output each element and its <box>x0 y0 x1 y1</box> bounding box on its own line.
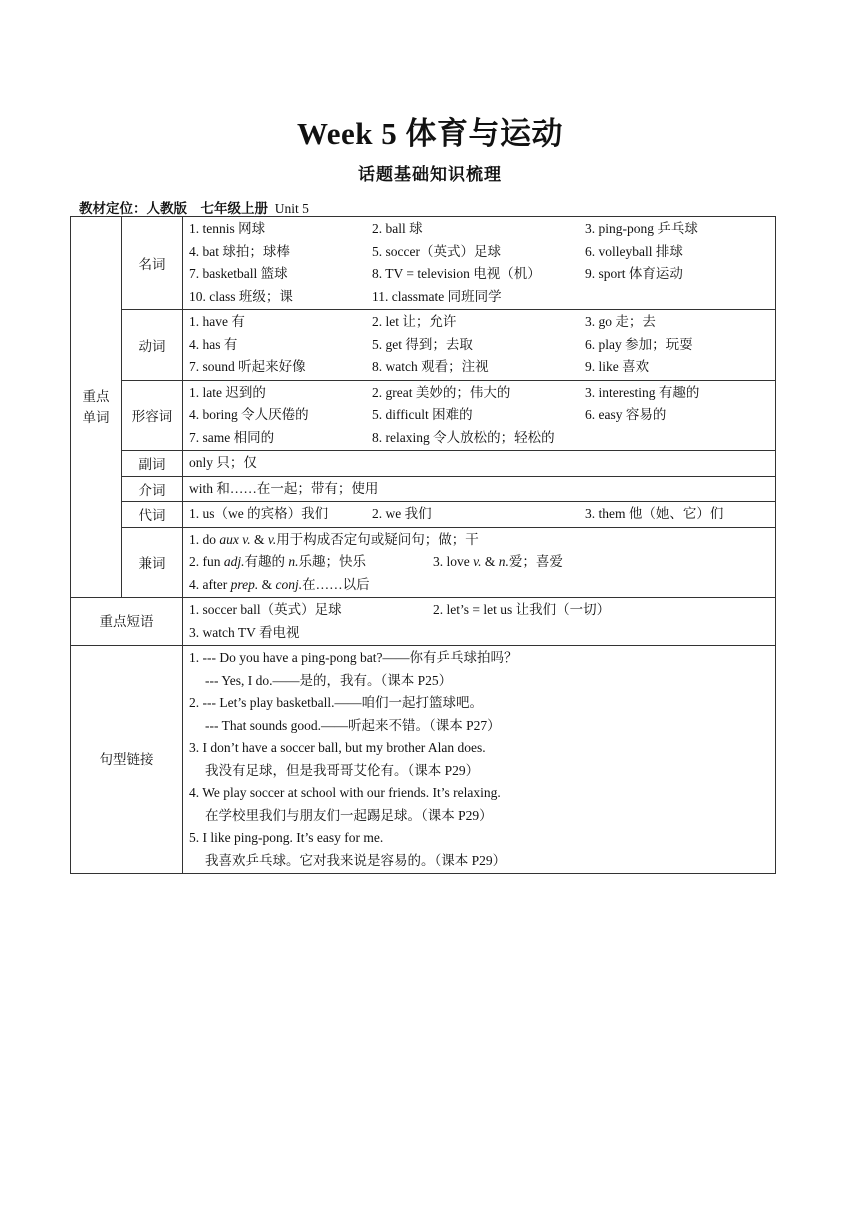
word-entry: 1. us（we 的宾格）我们 <box>189 506 329 521</box>
word-entry: 5. soccer（英式）足球 <box>372 243 501 259</box>
preposition-entry <box>183 476 776 502</box>
list-item <box>189 599 775 622</box>
sentence-text: --- That sounds good.——听起来不错。（课本 P27） <box>205 717 501 733</box>
list-item <box>189 622 775 645</box>
knowledge-table <box>70 216 776 874</box>
word-text: & <box>481 554 499 569</box>
word-entry: 8. relaxing 令人放松的；轻松的 <box>372 429 555 445</box>
unit-label: Unit 5 <box>274 201 309 216</box>
word-entry: 4. bat 球拍；球棒 <box>189 243 290 259</box>
word-text: 3. love <box>433 554 474 569</box>
part-of-speech: v. <box>267 531 277 547</box>
category-label: 介词 <box>122 476 183 502</box>
word-entry: only 只；仅 <box>189 455 257 470</box>
table-row <box>71 380 776 451</box>
word-entry: 3. ping-pong 乒乓球 <box>585 221 698 236</box>
sentence-text: --- Yes, I do.——是的，我有。（课本 P25） <box>205 672 453 688</box>
sentence-line <box>189 647 775 670</box>
table-row <box>71 598 776 646</box>
sentence-text: 2. --- Let’s play basketball.——咱们一起打篮球吧。 <box>189 695 483 710</box>
word-entry: 3. go 走；去 <box>585 314 656 329</box>
list-item <box>189 551 775 574</box>
sentence-text: 3. I don’t have a soccer ball, but my brother Alan does. <box>189 740 486 755</box>
noun-list <box>183 217 776 310</box>
word-entry: 4. has 有 <box>189 336 238 352</box>
adjective-list <box>183 380 776 451</box>
word-entry: 2. ball 球 <box>372 221 423 236</box>
list-item <box>189 241 775 264</box>
verb-list <box>183 310 776 381</box>
adverb-entry <box>183 451 776 477</box>
word-entry: 2. great 美妙的；伟大的 <box>372 384 511 400</box>
list-item <box>189 334 775 357</box>
word-entry: 6. play 参加；玩耍 <box>585 336 693 352</box>
word-entry: 5. difficult 困难的 <box>372 407 473 422</box>
part-of-speech: n. <box>288 554 299 569</box>
list-item <box>189 427 775 450</box>
section-sentences: 句型链接 <box>71 646 183 874</box>
sentence-text: 1. --- Do you have a ping-pong bat?——你有乒乓球拍吗？ <box>189 650 518 665</box>
list-item <box>189 311 775 334</box>
table-row <box>71 476 776 502</box>
textbook-label: 教材定位：人教版 七年级上册 <box>79 201 268 216</box>
word-entry: 4. boring 令人厌倦的 <box>189 407 309 422</box>
part-of-speech: n. <box>498 554 509 569</box>
sentence-line <box>189 692 775 715</box>
list-item <box>189 286 775 309</box>
part-of-speech: adj. <box>223 554 245 569</box>
word-entry: 9. like 喜欢 <box>585 359 650 374</box>
sentence-line <box>189 782 775 805</box>
word-entry: 8. TV = television 电视（机） <box>372 266 541 281</box>
phrase-entry: 1. soccer ball（英式）足球 <box>189 602 342 617</box>
section-label: 重点 单词 <box>82 389 110 425</box>
category-label: 动词 <box>122 310 183 381</box>
table-row <box>71 310 776 381</box>
table-row <box>71 527 776 598</box>
word-text: 4. after <box>189 576 231 592</box>
list-item <box>189 404 775 427</box>
word-text: 用于构成否定句或疑问句；做；干 <box>276 531 479 547</box>
part-of-speech: aux v. <box>219 531 251 547</box>
category-label: 形容词 <box>122 380 183 451</box>
word-entry: 7. same 相同的 <box>189 429 275 445</box>
word-text: 在……以后 <box>302 576 370 592</box>
multi-class-list <box>183 527 776 598</box>
list-item <box>189 218 775 241</box>
list-item <box>189 382 775 405</box>
phrase-entry: 2. let’s = let us 让我们（一切） <box>433 602 611 617</box>
word-entry: 7. basketball 篮球 <box>189 266 288 281</box>
sentence-text: 在学校里我们与朋友们一起踢足球。（课本 P29） <box>205 807 493 823</box>
sentence-text: 我没有足球，但是我哥哥艾伦有。（课本 P29） <box>205 762 480 778</box>
word-text: & <box>258 576 276 592</box>
part-of-speech: conj. <box>275 576 303 592</box>
category-label: 副词 <box>122 451 183 477</box>
sentence-line <box>189 670 775 693</box>
word-entry: 3. interesting 有趣的 <box>585 384 700 400</box>
page-title: Week 5 体育与运动 <box>296 116 564 151</box>
part-of-speech: v. <box>473 554 482 569</box>
list-item <box>189 574 775 597</box>
word-entry: 6. easy 容易的 <box>585 407 667 422</box>
section-key-phrases: 重点短语 <box>71 598 183 646</box>
word-text: & <box>250 531 268 547</box>
sentence-line <box>189 805 775 828</box>
word-entry: 1. tennis 网球 <box>189 221 266 236</box>
table-row <box>71 502 776 528</box>
word-entry: 8. watch 观看；注视 <box>372 359 489 374</box>
sentence-line <box>189 715 775 738</box>
table-row <box>71 646 776 874</box>
list-item <box>189 356 775 379</box>
table-row <box>71 451 776 477</box>
word-entry: 1. have 有 <box>189 314 245 329</box>
word-entry: 10. class 班级；课 <box>189 288 293 304</box>
word-entry: 2. we 我们 <box>372 506 432 521</box>
category-label: 兼词 <box>122 527 183 598</box>
word-text: 乐趣；快乐 <box>298 554 367 569</box>
sentence-text: 我喜欢乒乓球。它对我来说是容易的。（课本 P29） <box>205 852 507 868</box>
word-entry: 5. get 得到；去取 <box>372 336 473 352</box>
phrase-entry: 3. watch TV 看电视 <box>189 624 300 640</box>
word-entry: with 和……在一起；带有；使用 <box>189 480 379 496</box>
list-item <box>189 529 775 552</box>
word-entry: 6. volleyball 排球 <box>585 243 683 259</box>
page-subtitle: 话题基础知识梳理 <box>358 165 502 184</box>
category-label: 代词 <box>122 502 183 528</box>
sentence-text: 4. We play soccer at school with our friends. It’s relaxing. <box>189 785 501 800</box>
word-text: 有趣的 <box>244 554 289 569</box>
word-entry: 7. sound 听起来好像 <box>189 359 306 374</box>
sentence-list <box>183 646 776 874</box>
sentence-line <box>189 850 775 873</box>
phrase-list <box>183 598 776 646</box>
table-row <box>71 217 776 310</box>
pronoun-list <box>183 502 776 528</box>
sentence-line <box>189 737 775 760</box>
word-entry: 2. let 让；允许 <box>372 314 457 329</box>
list-item <box>189 503 775 526</box>
section-key-words <box>71 217 122 598</box>
word-entry: 1. late 迟到的 <box>189 384 266 400</box>
category-label: 名词 <box>122 217 183 310</box>
list-item <box>189 263 775 286</box>
word-text: 2. fun <box>189 554 224 569</box>
sentence-line <box>189 827 775 850</box>
word-entry: 9. sport 体育运动 <box>585 266 683 281</box>
part-of-speech: prep. <box>230 576 259 592</box>
word-text: 1. do <box>189 531 220 547</box>
sentence-line <box>189 760 775 783</box>
sentence-text: 5. I like ping-pong. It’s easy for me. <box>189 830 384 845</box>
word-entry: 3. them 他（她、它）们 <box>585 506 724 521</box>
word-entry: 11. classmate 同班同学 <box>372 288 502 304</box>
word-text: 爱；喜爱 <box>508 554 563 569</box>
textbook-info <box>79 197 309 217</box>
